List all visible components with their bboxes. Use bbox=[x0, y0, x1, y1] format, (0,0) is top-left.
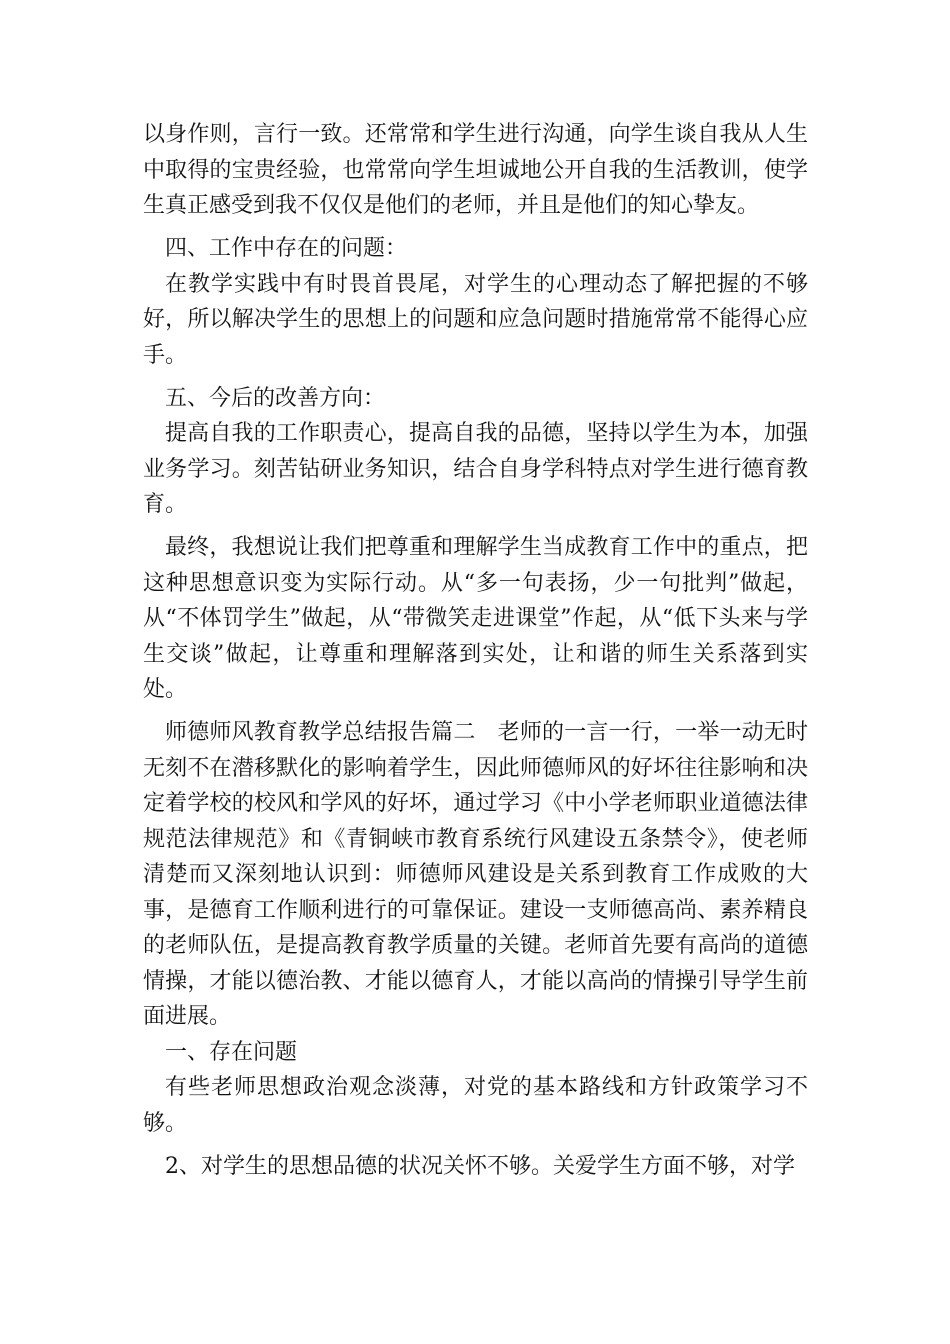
section-heading-problems: 四、工作中存在的问题： bbox=[165, 236, 408, 261]
paragraph-political-awareness: 有些老师思想政治观念淡薄，对党的基本路线和方针政策学习不够。 bbox=[143, 1075, 808, 1136]
section-heading-existing-problems: 一、存在问题 bbox=[165, 1039, 298, 1065]
document-body bbox=[143, 117, 808, 1184]
paragraph-continuation: 以身作则，言行一致。还常常和学生进行沟通，向学生谈自我从人生中取得的宝贵经验，也常常向学生坦诚地公开自我的生活教训，使学生真正感受到我不仅仅是他们的老师，并且是他们的知心挚友。 bbox=[143, 122, 808, 218]
paragraph-student-care: 2、对学生的思想品德的状况关怀不够。关爱学生方面不够，对学 bbox=[165, 1153, 795, 1179]
paragraph-improvement: 提高自我的工作职责心，提高自我的品德，坚持以学生为本，加强业务学习。刻苦钻研业务知识，结合自身学科特点对学生进行德育教育。 bbox=[143, 421, 808, 517]
paragraph-conclusion: 最终，我想说让我们把尊重和理解学生当成教育工作中的重点，把这种思想意识变为实际行动。从“多一句表扬，少一句批判”做起，从“不体罚学生”做起，从“带微笑走进课堂”作起，从“低下头来与学生交谈”做起，让尊重和理解落到实处，让和谐的师生关系落到实处。 bbox=[143, 535, 808, 702]
paragraph-problems: 在教学实践中有时畏首畏尾，对学生的心理动态了解把握的不够好，所以解决学生的思想上的问题和应急问题时措施常常不能得心应手。 bbox=[143, 271, 808, 368]
paragraph-report-two: 师德师风教育教学总结报告篇二 老师的一言一行，一举一动无时无刻不在潜移默化的影响着学生，因此师德师风的好坏往往影响和决定着学校的校风和学风的好坏，通过学习《中小学老师职业道德法律规范法律规范》和《青铜峡市教育系统行风建设五条禁令》，使老师清楚而又深刻地认识到：师德师风建设是关系到教育工作成败的大事，是德育工作顺利进行的可靠保证。建设一支师德高尚、素养精良的老师队伍，是提高教育教学质量的关键。老师首先要有高尚的道德情操，才能以德治教、才能以德育人，才能以高尚的情操引导学生前面进展。 bbox=[143, 720, 808, 1029]
section-heading-improvement: 五、今后的改善方向： bbox=[165, 385, 386, 411]
